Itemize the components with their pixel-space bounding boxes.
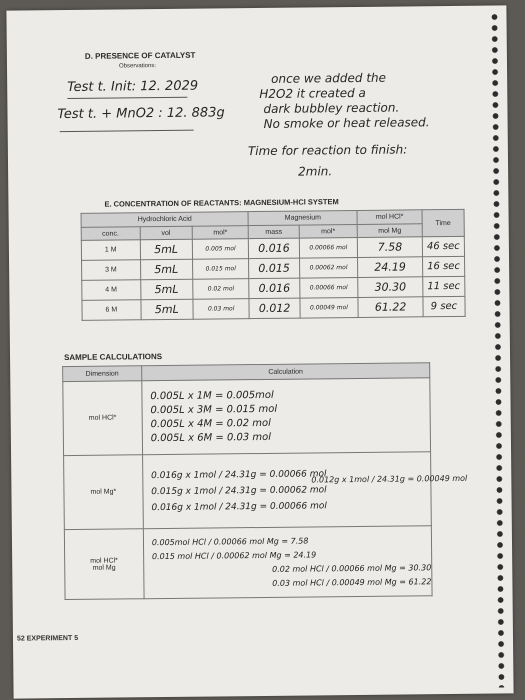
- mass-cell: 0.012: [249, 298, 300, 319]
- table-row: [82, 296, 465, 320]
- conc-cell: 3 M: [82, 260, 141, 281]
- calc-line: 0.015g x 1mol / 24.31g = 0.00062 mol: [151, 484, 327, 497]
- mol-mg-cell: 0.00066 mol: [299, 277, 358, 298]
- dimension-cell: mol HCl*: [63, 381, 143, 456]
- col-mol-hcl: mol*: [192, 226, 249, 240]
- calc-line: 0.015 mol HCl / 0.00062 mol Mg = 24.19: [151, 549, 317, 561]
- sample-calculations-title: SAMPLE CALCULATIONS: [64, 352, 163, 363]
- col-ratio: mol Mg: [357, 224, 422, 238]
- observation-note-5: Time for reaction to finish:: [247, 142, 408, 159]
- mol-mg-cell: 0.00062 mol: [299, 257, 358, 278]
- calculation-cell: [142, 452, 431, 529]
- mol-hcl-cell: 0.02 mol: [193, 279, 250, 300]
- mol-mg-cell: 0.00049 mol: [300, 297, 359, 318]
- mass-cell: 0.016: [249, 278, 300, 299]
- table-row: [64, 526, 432, 600]
- observation-note-4: No smoke or heat released.: [263, 115, 430, 131]
- ratio-cell: 24.19: [358, 257, 423, 278]
- calc-line: 0.005L x 3M = 0.015 mol: [150, 403, 278, 416]
- observation-line-2: Test t. + MnO2 : 12. 883g: [57, 105, 225, 123]
- observation-note-2: H2O2 it created a: [259, 85, 366, 101]
- mol-mg-cell: 0.00066 mol: [299, 237, 358, 258]
- mg-group-header: Magnesium: [248, 210, 357, 225]
- col-mass: mass: [249, 225, 299, 239]
- vol-cell: 5mL: [140, 239, 193, 260]
- time-cell: 9 sec: [423, 296, 465, 316]
- col-mol-mg: mol*: [299, 224, 358, 238]
- time-cell: 46 sec: [422, 236, 464, 256]
- hcl-group-header: Hydrochloric Acid: [81, 212, 248, 228]
- time-cell: 16 sec: [422, 256, 464, 276]
- observation-line-1: Test t. Init: 12. 2029: [67, 78, 199, 96]
- dimension-header: Dimension: [63, 366, 142, 382]
- calc-line: 0.005mol HCl / 0.00066 mol Mg = 7.58: [151, 536, 309, 547]
- vol-cell: 5mL: [140, 279, 193, 300]
- dimension-line: mol HCl*: [90, 556, 118, 565]
- section-e-title: E. CONCENTRATION OF REACTANTS: MAGNESIUM-HCl SYSTEM: [104, 197, 339, 209]
- ratio-cell: 7.58: [357, 237, 422, 258]
- ratio-cell: 61.22: [358, 297, 423, 318]
- vol-cell: 5mL: [140, 299, 193, 320]
- col-vol: vol: [140, 226, 192, 240]
- observations-label: Observations:: [118, 63, 157, 70]
- dimension-cell: mol Mg*: [64, 455, 144, 530]
- page-footer: 52 EXPERIMENT 5: [16, 634, 79, 643]
- concentration-table: [81, 209, 466, 321]
- observation-note-3: dark bubbley reaction.: [263, 100, 400, 116]
- calc-line: 0.016g x 1mol / 24.31g = 0.00066 mol: [151, 500, 327, 513]
- spiral-binding: [486, 11, 509, 687]
- calc-line: 0.02 mol HCl / 0.00066 mol Mg = 30.30: [272, 562, 432, 574]
- calculation-cell: [143, 526, 432, 599]
- dimension-cell: [64, 529, 144, 600]
- table-row: [64, 452, 432, 530]
- mol-hcl-cell: 0.005 mol: [192, 239, 249, 260]
- observation-note-1: once we added the: [271, 70, 387, 86]
- conc-cell: 1 M: [81, 240, 140, 261]
- calculation-header: Calculation: [141, 363, 429, 381]
- observation-underline-1: [67, 97, 187, 99]
- mol-hcl-cell: 0.03 mol: [193, 299, 250, 320]
- lab-notebook-page: [6, 5, 513, 698]
- mass-cell: 0.015: [249, 258, 300, 279]
- time-header: Time: [422, 209, 464, 236]
- time-cell: 11 sec: [423, 276, 465, 296]
- calc-line: 0.005L x 1M = 0.005mol: [150, 389, 274, 402]
- observation-underline-2: [60, 130, 194, 132]
- dimension-line: mol Mg: [92, 564, 116, 572]
- calc-line: 0.016g x 1mol / 24.31g = 0.00066 mol: [151, 468, 327, 481]
- ratio-cell: 30.30: [358, 277, 423, 298]
- calc-line: 0.005L x 4M = 0.02 mol: [150, 417, 271, 430]
- conc-cell: 4 M: [82, 280, 141, 301]
- col-conc: conc.: [81, 227, 140, 241]
- calc-line: 0.005L x 6M = 0.03 mol: [150, 431, 272, 444]
- ratio-header: mol HCl*: [357, 210, 422, 225]
- vol-cell: 5mL: [140, 259, 193, 280]
- table-row: [63, 378, 431, 456]
- calc-line: 0.03 mol HCl / 0.00049 mol Mg = 61.22: [272, 576, 432, 588]
- section-d-title: D. PRESENCE OF CATALYST: [84, 50, 196, 61]
- side-calculation: 0.012g x 1mol / 24.31g = 0.00049 mol: [311, 473, 468, 485]
- observation-note-6: 2min.: [298, 164, 333, 179]
- conc-cell: 6 M: [82, 300, 141, 321]
- mol-hcl-cell: 0.015 mol: [192, 259, 249, 280]
- mass-cell: 0.016: [249, 238, 300, 259]
- calculation-cell: [142, 378, 431, 455]
